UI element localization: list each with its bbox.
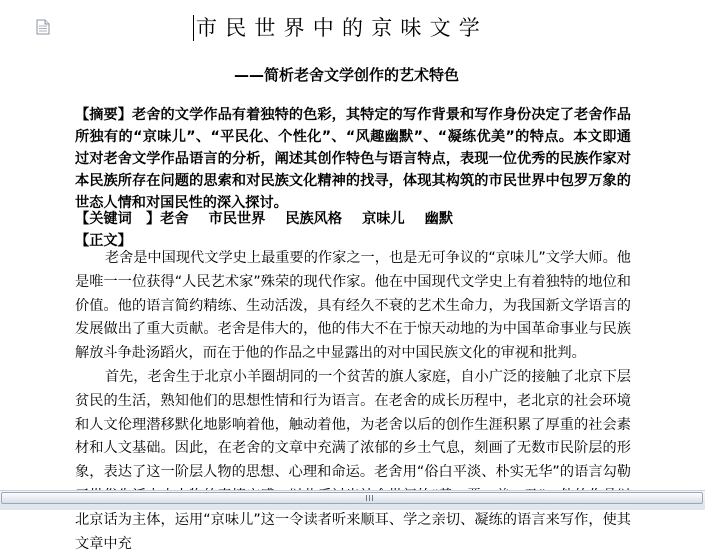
- abstract-paragraph: 【摘要】老舍的文学作品有着独特的色彩，其特定的写作背景和写作身份决定了老舍作品所独有的“京味儿”、“平民化、个性化”、“风趣幽默”、“凝练优美”的特点。本文即通过对老舍文学作品语言的分析，阐述其创作特色与语言特点，表现一位优秀的民族作家对本民族所存在问题的思索和对民族文化精神的找寻，体现其构筑的市民世界中包罗万象的世态人情和对国民性的深入探讨。: [75, 107, 631, 211]
- window-bottom-edge: [0, 505, 705, 510]
- body-paragraph: 老舍是中国现代文学史上最重要的作家之一，也是无可争议的“京味儿”文学大师。他是唯一一位获得“人民艺术家”殊荣的现代作家。他在中国现代文学史上有着独特的地位和价值。他的语言简约精练、生动活泼，具有经久不衰的艺术生命力，为我国新文学语言的发展做出了重大贡献。老舍是伟大的，他的伟大不在于惊天动地的为中国革命事业与民族解放斗争赴汤蹈火，而在于他的作品之中显露出的对中国民族文化的审视和批判。: [75, 250, 631, 362]
- scrollbar-thumb[interactable]: [1, 492, 703, 504]
- keywords-line: [75, 208, 631, 230]
- keyword: 幽默: [424, 211, 454, 227]
- document-icon: [36, 19, 50, 35]
- keyword: 市民世界: [208, 211, 266, 227]
- keyword: 老舍: [160, 211, 189, 227]
- keyword: 民族风格: [285, 211, 343, 227]
- text-cursor: [193, 15, 194, 41]
- keywords-label: 【关键词 】: [75, 211, 161, 227]
- body-paragraph: 首先，老舍生于北京小羊圈胡同的一个贫苦的旗人家庭，自小广泛的接触了北京下层贫民的生活，熟知他们的思想性情和行为语言。在老舍的成长历程中，老北京的社会环境和人文伦理潜移默化地影响着他，触动着他，为老舍以后的创作生涯积累了厚重的社会素材和人文基础。因此，在老舍的文章中充满了浓郁的乡土气息，刻画了无数市民阶层的形象，表达了这一阶层人物的思想、心理和命运。老舍用“俗白平淡、朴实无华”的语言勾勒 北京话为主体，运用“京味儿”这一令读者听来顺耳、学之亲切、凝练的语言来写作，使其文章中充: [75, 368, 631, 552]
- body-section-label: 【正文】: [75, 233, 132, 249]
- keyword: 京味儿: [362, 211, 405, 227]
- scrollbar-grip-icon: [366, 495, 375, 501]
- document-subtitle: ——简析老舍文学创作的艺术特色: [234, 66, 460, 84]
- document-title: 市民世界中的京味文学: [196, 16, 488, 40]
- horizontal-scrollbar[interactable]: [0, 490, 705, 505]
